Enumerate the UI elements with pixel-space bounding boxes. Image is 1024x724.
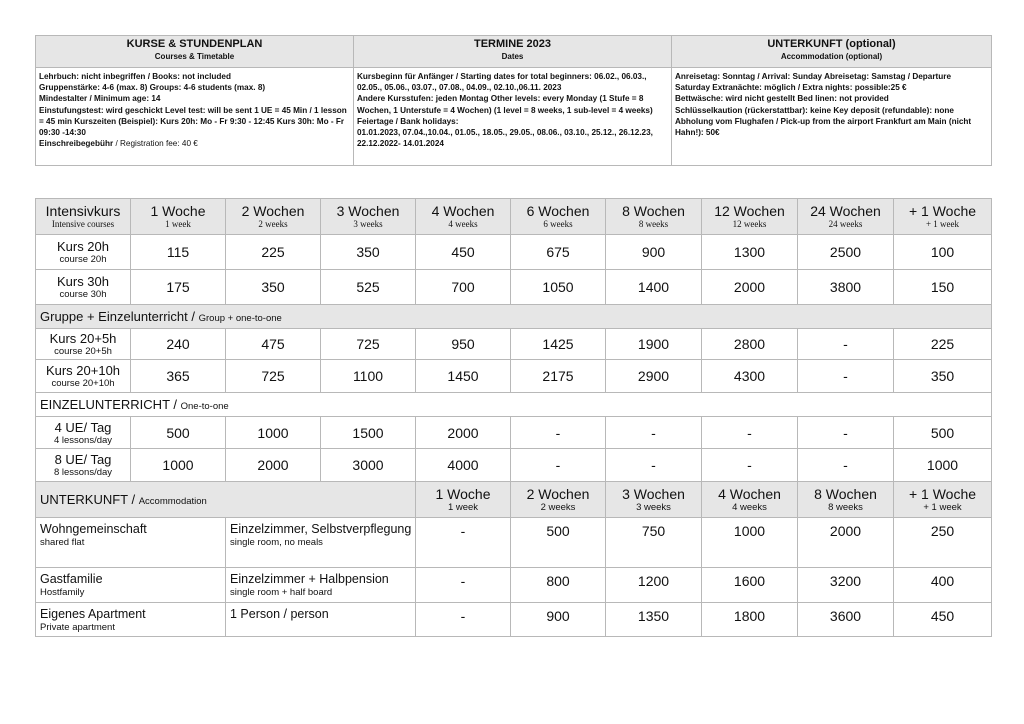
- row-label-de: Kurs 20+5h: [49, 331, 117, 346]
- courses-line: Gruppenstärke: 4-6 (max. 8) Groups: 4-6 students (max. 8): [39, 83, 266, 93]
- price-cell: 225: [894, 329, 992, 360]
- section-row-group: [36, 305, 992, 329]
- dates-line: 01.01.2023, 07.04.,10.04., 01.05., 18.05., 29.05., 08.06., 03.10., 25.12., 26.12.23, 22.12.2022- 14.01.2024: [357, 128, 653, 149]
- price-cell: -: [606, 417, 702, 449]
- acc-col-en: 2 weeks: [540, 501, 576, 513]
- header-col-en: 3 weeks: [353, 218, 383, 229]
- price-cell: 150: [894, 270, 992, 305]
- price-row: [36, 449, 992, 482]
- header-col-en: + 1 week: [925, 218, 960, 229]
- info-table: [35, 35, 992, 166]
- header-col: [894, 199, 992, 235]
- acc-col-en: + 1 week: [923, 501, 962, 513]
- header-col-en: 6 weeks: [543, 218, 573, 229]
- price-row: [36, 329, 992, 360]
- header-col-de: 3 Wochen: [336, 202, 400, 219]
- courses-line: Lehrbuch: nicht inbegriffen / Books: not included: [39, 72, 231, 81]
- accommodation-line: Schlüsselkaution (rückerstattbar): keine Key deposit (refundable): none: [675, 105, 954, 115]
- header-col-de: 1 Woche: [150, 202, 206, 219]
- price-cell: 175: [131, 270, 226, 305]
- row-label-en: 4 lessons/day: [53, 434, 113, 446]
- header-col-de: 24 Wochen: [810, 202, 881, 219]
- dates-line: Feiertage / Bank holidays:: [357, 116, 459, 126]
- dates-line: Kursbeginn für Anfänger / Starting dates for total beginners: 06.02., 06.03., 02.05., 05.06., 03.07., 07.08., 04.09., 02.10.,06.11. 2023: [357, 72, 647, 93]
- row-label: [36, 449, 131, 482]
- acc-col-en: 3 weeks: [636, 501, 671, 513]
- header-col: [131, 199, 226, 235]
- acc-room-de: Einzelzimmer, Selbstverpflegung: [230, 522, 412, 536]
- section-title: [36, 393, 992, 417]
- acc-col-en: 8 weeks: [828, 501, 863, 513]
- row-label: [36, 329, 131, 360]
- price-cell: 225: [226, 235, 321, 270]
- acc-type-de: Wohngemeinschaft: [40, 522, 147, 536]
- price-cell: 350: [321, 235, 416, 270]
- acc-header-col: [702, 482, 798, 518]
- acc-price-cell: -: [416, 568, 511, 603]
- price-cell: 3800: [798, 270, 894, 305]
- acc-price-cell: 400: [894, 568, 992, 603]
- price-cell: 950: [416, 329, 511, 360]
- header-label: Intensivkurs: [45, 202, 121, 219]
- row-label-en: course 20+10h: [51, 378, 115, 389]
- row-label-de: 4 UE/ Tag: [54, 419, 112, 435]
- price-cell: 900: [606, 235, 702, 270]
- acc-price-cell: 3600: [798, 603, 894, 637]
- acc-room-de: 1 Person / person: [230, 607, 329, 621]
- accommodation-header: [672, 36, 992, 68]
- dates-title: TERMINE 2023: [473, 38, 552, 50]
- price-cell: 725: [226, 360, 321, 393]
- price-cell: 700: [416, 270, 511, 305]
- price-cell: -: [702, 449, 798, 482]
- price-row: [36, 360, 992, 393]
- acc-price-cell: 3200: [798, 568, 894, 603]
- acc-room-en: single room + half board: [230, 587, 333, 598]
- header-label-cell: [36, 199, 131, 235]
- acc-type: [36, 518, 226, 568]
- section-title-en: One-to-one: [180, 400, 229, 412]
- price-cell: 2000: [226, 449, 321, 482]
- price-cell: 2900: [606, 360, 702, 393]
- acc-col-de: 4 Wochen: [718, 485, 781, 502]
- price-cell: 1400: [606, 270, 702, 305]
- price-cell: 2000: [416, 417, 511, 449]
- row-label-en: course 30h: [59, 289, 107, 300]
- price-cell: 115: [131, 235, 226, 270]
- acc-price-cell: 1350: [606, 603, 702, 637]
- price-cell: -: [798, 417, 894, 449]
- courses-line: Einstufungstest: wird geschickt Level test: will be sent 1 UE = 45 Min / 1 lesson = 45 min Kurszeiten (Beispiel): Kurs 20h: Mo - Fr 9:30 - 12:45 Kurs 30h: Mo - Fr 09:30 -14:30: [39, 105, 347, 138]
- header-col: [416, 199, 511, 235]
- accommodation-header-row: [36, 482, 992, 518]
- row-label-en: course 20+5h: [54, 346, 112, 357]
- header-col: [321, 199, 416, 235]
- dates-line: Andere Kursstufen: jeden Montag Other levels: every Monday (1 Stufe = 8 Wochen, 1 Unterstufe = 4 Wochen) (1 level = 8 weeks, 1 sub-level = 4 weeks): [357, 94, 653, 115]
- price-row: [36, 235, 992, 270]
- acc-col-de: 3 Wochen: [622, 485, 685, 502]
- accommodation-title: UNTERKUNFT (optional): [767, 38, 896, 50]
- header-col-en: 1 week: [165, 218, 191, 229]
- price-cell: 100: [894, 235, 992, 270]
- header-col-en: 24 weeks: [828, 218, 863, 229]
- accommodation-line: Bettwäsche: wird nicht gestellt Bed linen: not provided: [675, 94, 889, 104]
- row-label-de: Kurs 20h: [56, 239, 110, 254]
- acc-price-cell: 1800: [702, 603, 798, 637]
- accommodation-section-title: [36, 482, 416, 518]
- price-cell: -: [606, 449, 702, 482]
- row-label-de: 8 UE/ Tag: [54, 452, 112, 467]
- price-cell: 2800: [702, 329, 798, 360]
- acc-price-cell: 1600: [702, 568, 798, 603]
- price-cell: 500: [894, 417, 992, 449]
- courses-title: KURSE & STUNDENPLAN: [126, 38, 263, 50]
- price-cell: 1000: [226, 417, 321, 449]
- price-cell: 1425: [511, 329, 606, 360]
- price-cell: 1500: [321, 417, 416, 449]
- price-cell: 475: [226, 329, 321, 360]
- section-title-de: EINZELUNTERRICHT /: [40, 396, 181, 412]
- acc-type-en: Hostfamily: [40, 587, 85, 598]
- acc-price-cell: 250: [894, 518, 992, 568]
- row-label-de: Kurs 30h: [56, 274, 110, 289]
- price-cell: 1000: [894, 449, 992, 482]
- header-col: [511, 199, 606, 235]
- acc-room: [226, 518, 416, 568]
- fee-value: / Registration fee: 40 €: [113, 139, 198, 149]
- price-cell: 2500: [798, 235, 894, 270]
- acc-title-en: Accommodation: [138, 495, 207, 507]
- header-col-de: + 1 Woche: [908, 202, 977, 219]
- price-cell: 675: [511, 235, 606, 270]
- price-row: [36, 417, 992, 449]
- acc-type: [36, 603, 226, 637]
- acc-title-de: UNTERKUNFT /: [40, 491, 139, 507]
- price-cell: 1050: [511, 270, 606, 305]
- courses-subtitle: Courses & Timetable: [154, 52, 235, 61]
- price-cell: 2175: [511, 360, 606, 393]
- row-label-en: 8 lessons/day: [53, 467, 113, 478]
- price-cell: 1000: [131, 449, 226, 482]
- price-cell: 725: [321, 329, 416, 360]
- row-label-de: Kurs 20+10h: [45, 363, 121, 378]
- courses-details: [36, 68, 354, 166]
- price-cell: -: [511, 449, 606, 482]
- acc-type-en: Private apartment: [40, 622, 115, 633]
- row-label: [36, 417, 131, 449]
- acc-room-en: single room, no meals: [230, 537, 323, 548]
- header-col: [702, 199, 798, 235]
- courses-header: [36, 36, 354, 68]
- acc-room-de: Einzelzimmer + Halbpension: [230, 572, 389, 586]
- price-cell: 3000: [321, 449, 416, 482]
- section-row-one-to-one: [36, 393, 992, 417]
- header-col-de: 4 Wochen: [431, 202, 495, 219]
- price-cell: 1450: [416, 360, 511, 393]
- dates-details: [354, 68, 672, 166]
- accommodation-row: [36, 568, 992, 603]
- accommodation-subtitle: Accommodation (optional): [780, 52, 883, 61]
- price-table: [35, 198, 992, 637]
- header-label-sub: Intensive courses: [51, 218, 115, 229]
- price-cell: 450: [416, 235, 511, 270]
- registration-fee: [39, 138, 350, 149]
- row-label-en: course 20h: [59, 254, 107, 265]
- header-col-en: 2 weeks: [258, 218, 288, 229]
- acc-header-col: [894, 482, 992, 518]
- acc-type-en: shared flat: [40, 537, 85, 548]
- acc-type-de: Eigenes Apartment: [40, 607, 146, 621]
- section-title-de: Gruppe + Einzelunterricht /: [40, 308, 199, 324]
- price-cell: 4000: [416, 449, 511, 482]
- price-cell: 525: [321, 270, 416, 305]
- price-header-row: [36, 199, 992, 235]
- courses-line: Mindestalter / Minimum age: 14: [39, 94, 161, 104]
- acc-price-cell: 800: [511, 568, 606, 603]
- accommodation-line: Anreisetag: Sonntag / Arrival: Sunday Abreisetag: Samstag / Departure Saturday Extranächte: möglich / Extra nights: possible:25 €: [675, 72, 952, 93]
- price-cell: -: [798, 360, 894, 393]
- acc-header-col: [606, 482, 702, 518]
- accommodation-details: [672, 68, 992, 166]
- price-cell: -: [511, 417, 606, 449]
- header-col-de: 6 Wochen: [526, 202, 590, 219]
- price-cell: -: [798, 449, 894, 482]
- price-cell: 1900: [606, 329, 702, 360]
- price-cell: 1300: [702, 235, 798, 270]
- acc-header-col: [511, 482, 606, 518]
- header-col-en: 8 weeks: [638, 218, 669, 229]
- accommodation-row: [36, 603, 992, 637]
- acc-type: [36, 568, 226, 603]
- acc-price-cell: 450: [894, 603, 992, 637]
- accommodation-line: Abholung vom Flughafen / Pick-up from the airport Frankfurt am Main (nicht Hahn!): 50€: [675, 116, 972, 138]
- acc-price-cell: 2000: [798, 518, 894, 568]
- section-title-en: Group + one-to-one: [198, 312, 282, 324]
- row-label: [36, 360, 131, 393]
- header-col-en: 12 weeks: [732, 218, 767, 229]
- acc-col-de: 8 Wochen: [814, 485, 877, 502]
- price-cell: -: [798, 329, 894, 360]
- acc-price-cell: 500: [511, 518, 606, 568]
- header-col-en: 4 weeks: [448, 218, 478, 229]
- acc-price-cell: 1000: [702, 518, 798, 568]
- fee-label: Einschreibegebühr: [39, 139, 114, 149]
- acc-price-cell: -: [416, 603, 511, 637]
- header-col: [798, 199, 894, 235]
- price-cell: 350: [894, 360, 992, 393]
- dates-header: [354, 36, 672, 68]
- acc-room: [226, 603, 416, 637]
- header-col-de: 8 Wochen: [622, 202, 685, 219]
- header-col-de: 2 Wochen: [241, 202, 305, 219]
- acc-col-de: + 1 Woche: [908, 485, 977, 502]
- acc-header-col: [798, 482, 894, 518]
- price-cell: 2000: [702, 270, 798, 305]
- acc-col-de: 2 Wochen: [526, 485, 590, 502]
- acc-col-de: 1 Woche: [435, 485, 491, 502]
- acc-type-de: Gastfamilie: [40, 572, 103, 586]
- acc-price-cell: 900: [511, 603, 606, 637]
- header-col: [606, 199, 702, 235]
- acc-header-col: [416, 482, 511, 518]
- row-label: [36, 235, 131, 270]
- dates-subtitle: Dates: [501, 52, 524, 61]
- price-cell: 4300: [702, 360, 798, 393]
- acc-price-cell: -: [416, 518, 511, 568]
- acc-col-en: 4 weeks: [732, 501, 767, 513]
- price-cell: 240: [131, 329, 226, 360]
- header-col: [226, 199, 321, 235]
- acc-price-cell: 750: [606, 518, 702, 568]
- price-row: [36, 270, 992, 305]
- section-title: [36, 305, 992, 329]
- acc-room: [226, 568, 416, 603]
- price-cell: 1100: [321, 360, 416, 393]
- acc-price-cell: 1200: [606, 568, 702, 603]
- price-cell: -: [702, 417, 798, 449]
- acc-col-en: 1 week: [447, 501, 479, 513]
- accommodation-row: [36, 518, 992, 568]
- price-cell: 500: [131, 417, 226, 449]
- header-col-de: 12 Wochen: [714, 202, 785, 219]
- price-cell: 350: [226, 270, 321, 305]
- row-label: [36, 270, 131, 305]
- price-cell: 365: [131, 360, 226, 393]
